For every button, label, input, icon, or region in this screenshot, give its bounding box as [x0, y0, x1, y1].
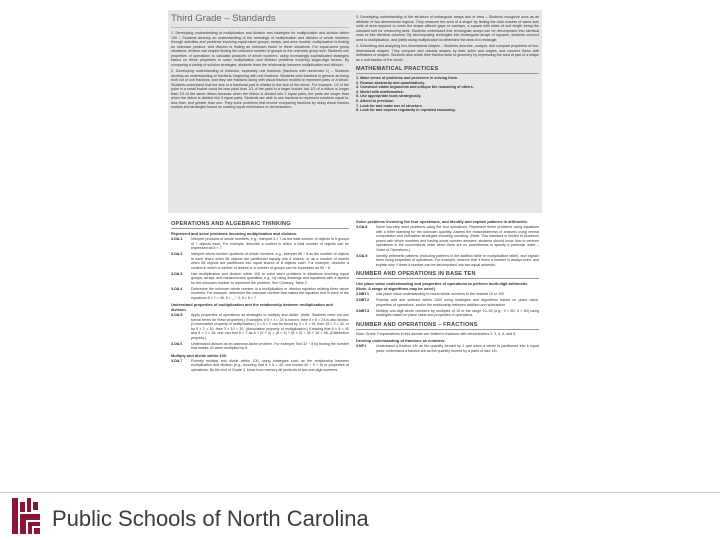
standard-item — [171, 252, 349, 270]
practice-item: 4. Model with mathematics. — [356, 89, 404, 94]
practice-item: 1. Make sense of problems and persevere in solving them. — [356, 76, 459, 80]
cluster-heading: Represent and solve problems involving multiplication and division. — [171, 231, 298, 236]
heading-divider — [356, 278, 539, 279]
standard-code: 3.NBT.2 — [356, 298, 369, 302]
overview-paragraph: 1. Developing understanding of multiplication and division and strategies for multiplication and division within 100 – Students develop an understanding of the meanings of multiplication and division of whole numbers through activities and problems involving equal-sized groups, arrays, and area models; multiplication is finding an unknown product, and division is finding an unknown factor in these situations. For equal-sized group situations, division can require finding the unknown number of groups or the unknown group size. Students use properties of operations to calculate products of whole numbers, using increasingly sophisticated strategies based on these properties to solve multiplication and division problems involving single-digit factors. By comparing a variety of solution strategies, students learn the relationship between multiplication and division. — [171, 31, 349, 67]
standard-item — [171, 359, 349, 373]
practice-item: 8. Look for and express regularity in repeated reasoning. — [356, 108, 456, 113]
overview-column-left — [171, 13, 349, 210]
oa-domain-heading: OPERATIONS AND ALGEBRAIC THINKING — [171, 221, 291, 227]
standard-text: Fluently add and subtract within 1000 using strategies and algorithms based on place value, properties of operations, and/or the relationship between addition and subtraction. — [376, 298, 539, 307]
standard-text: Apply properties of operations as strategies to multiply and divide. (Note: Students need not use formal terms for these properties.) Examples: If 6 × 4 = 24 is known, then 4 × 6 = 24 is also known. (Commutative property of multiplication.) 3 × 5 × 2 can be found by 3 × 5 = 15, then 15 × 2 = 30, or by 5 × 2 = 10, then 3 × 10 = 30. (Associative property of multiplication.) Knowing that 8 × 5 = 40 and 8 × 2 = 16, one can find 8 × 7 as 8 × (5 + 2) = (8 × 5) + (8 × 2) = 40 + 16 = 56. (Distributive property.) — [191, 313, 349, 340]
standard-text: Identify arithmetic patterns (including patterns in the addition table or multiplication table), and explain them using properties of operations. For example, observe that 4 times a number is always even, and explain why 4 times a number can be decomposed into two equal addends. — [376, 253, 539, 267]
standard-item — [171, 342, 349, 351]
standard-text: Solve two-step word problems using the four operations. Represent these problems using equations with a letter standing for the unknown quantity. Assess the reasonableness of answers using mental computation and estimation strategies including rounding. (Note: This standard is limited to problems posed with whole numbers and having whole-number answers; students should know how to perform operations in the conventional order when there are no parentheses to specify a particular order – Order of Operations.) — [376, 225, 539, 252]
standard-item — [356, 254, 539, 268]
cluster-heading: Use place value understanding and properties of operations to perform multi-digit arithmetic. (Note: A range of algorithms may be used.) — [356, 281, 529, 291]
standard-item — [356, 298, 539, 307]
practice-item: 3. Construct viable arguments and critique the reasoning of others. — [356, 85, 474, 90]
footer-divider — [0, 492, 720, 493]
overview-paragraph: 3. Developing understanding of the structure of rectangular arrays and of area – Students recognize area as an attribute of two-dimensional regions. They measure the area of a shape by finding the total number of same-size units of area required to cover the shape without gaps or overlaps, a square with sides of unit length being the standard unit for measuring area. Students understand that rectangular arrays can be decomposed into identical rows or into identical columns. By decomposing rectangles into rectangular arrays of squares, students connect area to multiplication, and justify using multiplication to determine the area of a rectangle. — [356, 15, 539, 42]
standard-text: Use multiplication and division within 100 to solve word problems in situations involving equal groups, arrays, and measurement quantities, e.g., by using drawings and equations with a symbol for the unknown number to represent the problem. See Glossary, Table 2. — [191, 271, 349, 285]
standard-item — [171, 313, 349, 340]
standard-text: Use place value understanding to round whole numbers to the nearest 10 or 100. — [376, 292, 506, 296]
standard-code: 3.OA.7 — [171, 358, 183, 363]
title-divider — [171, 27, 349, 28]
standard-item — [171, 287, 349, 301]
practices-heading: MATHEMATICAL PRACTICES — [356, 66, 439, 72]
standard-text: Interpret products of whole numbers, e.g., interpret 5 × 7 as the total number of objects in 5 groups of 7 objects each. For example, describe a context in which a total number of objects can be expressed as 5 × 7. — [191, 237, 349, 250]
standards-document-page — [168, 10, 542, 475]
practice-item: 5. Use appropriate tools strategically. — [356, 94, 422, 99]
cluster-heading: Understand properties of multiplication and the relationship between multiplication and division. — [171, 302, 333, 312]
standard-code: 3.OA.2 — [171, 252, 183, 256]
heading-divider — [171, 228, 349, 229]
standard-code: 3.OA.8 — [356, 225, 368, 229]
practice-item: 7. Look for and make use of structure. — [356, 103, 423, 108]
standard-code: 3.OA.3 — [171, 271, 183, 276]
standard-code: 3.OA.9 — [356, 253, 368, 258]
standard-item — [356, 225, 539, 252]
nbt-domain-heading: NUMBER AND OPERATIONS IN BASE TEN — [356, 271, 476, 277]
standard-text: Understand a fraction 1/b as the quantity formed by 1 part when a whole is partitioned into b equal parts; understand a fraction a/b as the quantity formed by a parts of size 1/b. — [376, 344, 539, 353]
standard-text: Understand division as an unknown-factor problem. For example, find 32 ÷ 8 by finding the number that makes 32 when multiplied by 8. — [191, 341, 349, 350]
standard-code: 3.NF.1 — [356, 344, 367, 348]
nc-state-logo-icon — [10, 496, 46, 536]
page-title: Third Grade – Standards — [171, 13, 276, 24]
standard-text: Determine the unknown whole number in a multiplication or division equation relating three whole numbers. For example, determine the unknown number that makes the equation true in each of the equations 8 × ? = 48, 5 = _ ÷ 3, 6 × 6 = ? — [191, 286, 349, 300]
standard-item — [356, 344, 539, 353]
cluster-heading: Develop understanding of fractions as numbers. — [356, 338, 446, 343]
standard-item — [356, 309, 539, 318]
standards-column-left — [171, 217, 349, 473]
organization-name: Public Schools of North Carolina — [52, 506, 369, 531]
overview-column-right — [356, 15, 539, 210]
standard-code: 3.OA.5 — [171, 313, 183, 317]
overview-paragraph: 2. Developing understanding of fractions, especially unit fractions (fractions with numerator 1) – Students develop an understanding of fractions, beginning with unit fractions. Students view fractions in general as being built out of unit fractions, and they use fractions along with visual fraction models to represent parts of a whole. Students understand that the size of a fractional part is relative to the size of the whole. For example, 1/2 of the paint in a small bucket could be less paint than 1/3 of the paint in a larger bucket, but 1/3 of a ribbon is longer than 1/5 of the same ribbon because when the ribbon is divided into 3 equal parts, the parts are longer than when the ribbon is divided into 5 equal parts. Students are able to use fractions to represent numbers equal to, less than, and greater than one. They solve problems that involve comparing fractions by using visual fraction models and strategies based on noticing equal numerators or denominators. — [171, 69, 349, 109]
standard-code: 3.OA.6 — [171, 341, 183, 346]
nf-domain-heading: NUMBER AND OPERATIONS – FRACTIONS — [356, 321, 478, 328]
standard-code: 3.OA.4 — [171, 286, 183, 291]
standard-item — [356, 292, 539, 297]
standard-item — [171, 272, 349, 286]
domain-note: Note: Grade 3 expectations in this domain are limited to fractions with denominators 2, 3, 4, 6, and 8. — [356, 331, 517, 336]
standard-code: 3.NBT.3 — [356, 308, 369, 313]
standard-code: 3.OA.1 — [171, 237, 183, 241]
cluster-heading: Solve problems involving the four operations, and identify and explain patterns in arithmetic. — [356, 219, 528, 224]
standard-item — [171, 237, 349, 251]
standard-text: Fluently multiply and divide within 100, using strategies such as the relationship between multiplication and division (e.g., knowing that 8 × 5 = 40, one knows 40 ÷ 5 = 8) or properties of operations. By the end of Grade 3, know from memory all products of two one-digit numbers. — [191, 358, 349, 372]
overview-paragraph: 4. Describing and analyzing two-dimensional shapes – Students describe, analyze, and compare properties of two-dimensional shapes. They compare and classify shapes by their sides and angles, and connect these with definitions of shapes. Students also relate their fraction work to geometry by expressing the area of part of a shape as a unit fraction of the whole. — [356, 44, 539, 62]
standard-code: 3.NBT.1 — [356, 292, 369, 296]
heading-divider — [356, 329, 539, 330]
standard-text: Interpret whole-number quotients of whole numbers, e.g., interpret 56 ÷ 8 as the number of objects in each share when 56 objects are partitioned equally into 8 shares, or as a number of shares when 56 objects are partitioned into equal shares of 8 objects each. For example, describe a context in which a number of shares or a number of groups can be expressed as 56 ÷ 8. — [191, 252, 349, 270]
standards-column-right — [356, 217, 539, 473]
cluster-heading: Multiply and divide within 100. — [171, 352, 227, 358]
practice-item: 6. Attend to precision. — [356, 98, 395, 103]
practice-item: 2. Reason abstractly and quantitatively. — [356, 80, 425, 85]
standard-text: Multiply one-digit whole numbers by multiples of 10 in the range 10–90 (e.g., 9 × 80, 5 × 60) using strategies based on place value and properties of operations. — [376, 308, 539, 317]
heading-divider — [356, 73, 539, 74]
